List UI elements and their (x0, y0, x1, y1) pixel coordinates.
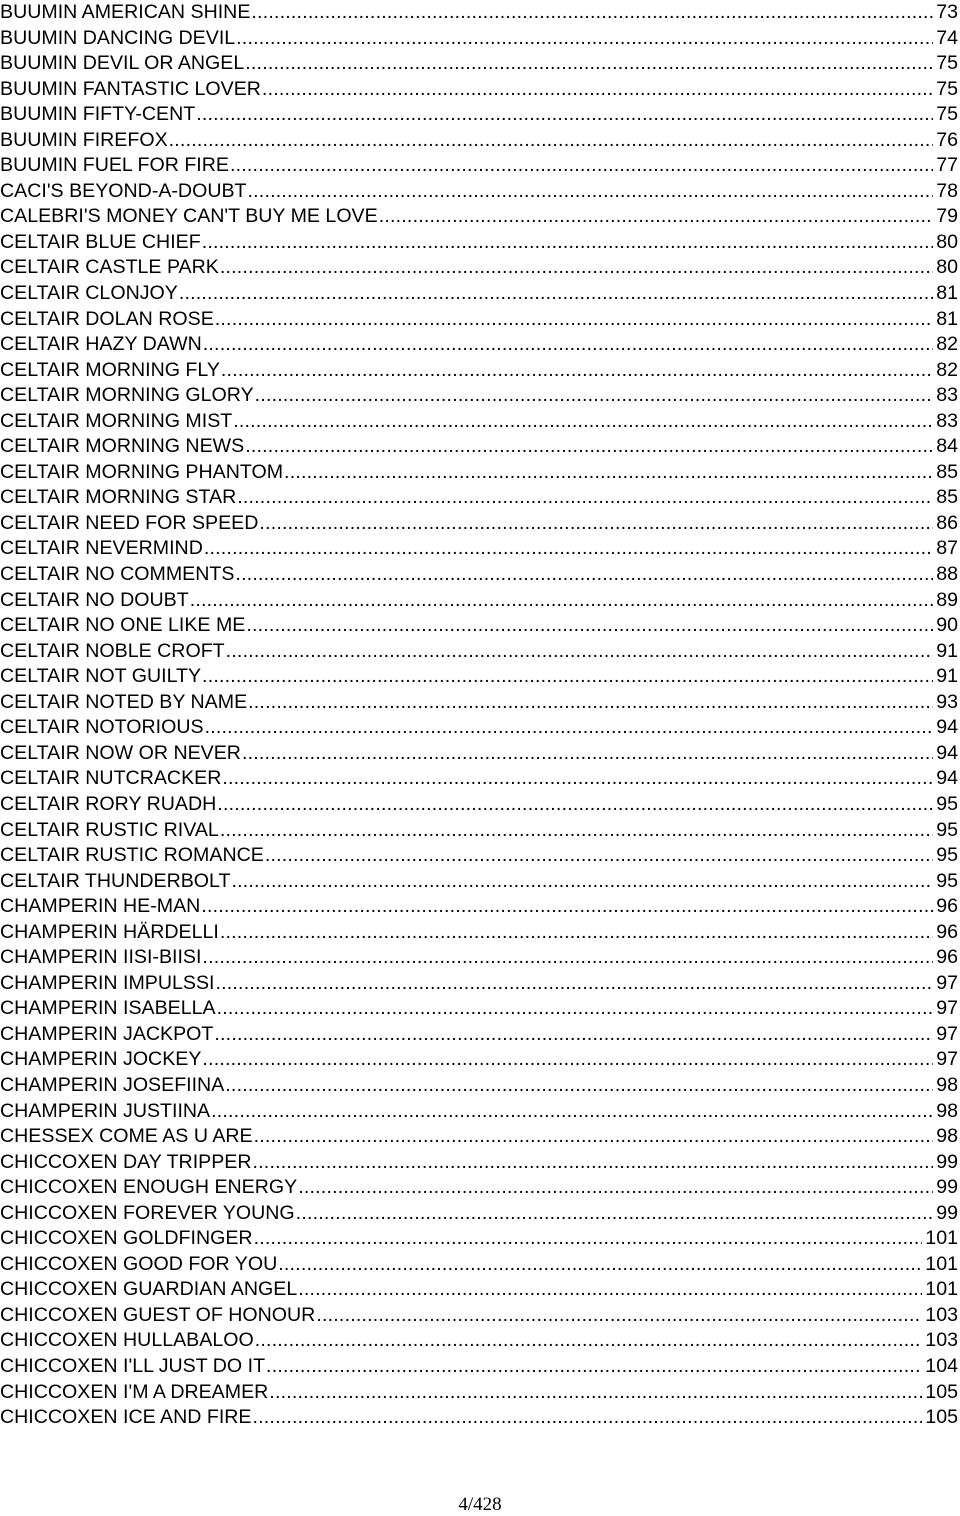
toc-entry[interactable] (0, 843, 958, 869)
toc-entry[interactable] (0, 1277, 958, 1303)
toc-entry-title: CHICCOXEN I'M A DREAMER (0, 1380, 269, 1403)
toc-entry-title: CELTAIR CLONJOY (0, 282, 178, 305)
toc-entry-title: CELTAIR MORNING STAR (0, 486, 237, 509)
toc-entry[interactable] (0, 639, 958, 665)
toc-entry-title: BUUMIN DEVIL OR ANGEL (0, 52, 245, 75)
toc-entry[interactable] (0, 562, 958, 588)
dot-leader (196, 102, 933, 128)
toc-entry-title: CELTAIR NEED FOR SPEED (0, 511, 259, 534)
toc-entry-page: 80 (936, 230, 958, 253)
dot-leader (253, 1150, 934, 1176)
toc-entry[interactable] (0, 996, 958, 1022)
toc-entry[interactable] (0, 204, 958, 230)
toc-entry-page: 75 (936, 77, 958, 100)
toc-entry-page: 104 (925, 1354, 958, 1377)
dot-leader (254, 1226, 923, 1252)
toc-entry[interactable] (0, 255, 958, 281)
dot-leader (221, 358, 933, 384)
dot-leader (220, 818, 933, 844)
toc-entry[interactable] (0, 307, 958, 333)
toc-entry[interactable] (0, 1175, 958, 1201)
toc-entry-page: 95 (936, 869, 958, 892)
dot-leader (296, 1201, 934, 1227)
toc-entry[interactable] (0, 536, 958, 562)
toc-entry-title: CHAMPERIN HE-MAN (0, 895, 201, 918)
toc-entry-title: BUUMIN AMERICAN SHINE (0, 1, 251, 23)
toc-entry[interactable] (0, 1252, 958, 1278)
toc-entry-title: CHAMPERIN ISABELLA (0, 997, 216, 1020)
toc-entry[interactable] (0, 588, 958, 614)
dot-leader (215, 307, 933, 333)
toc-entry-page: 99 (936, 1150, 958, 1173)
toc-entry-title: CHAMPERIN JUSTIINA (0, 1099, 211, 1122)
toc-entry-title: CELTAIR RUSTIC RIVAL (0, 818, 219, 841)
toc-entry-title: BUUMIN FIREFOX (0, 128, 168, 151)
toc-entry-page: 76 (936, 128, 958, 151)
toc-entry[interactable] (0, 613, 958, 639)
toc-entry[interactable] (0, 358, 958, 384)
dot-leader (245, 51, 933, 77)
toc-entry-page: 103 (925, 1329, 958, 1352)
toc-entry-title: CELTAIR NO ONE LIKE ME (0, 614, 246, 637)
dot-leader (269, 1380, 922, 1406)
toc-entry-page: 97 (936, 1022, 958, 1045)
toc-entry-page: 97 (936, 997, 958, 1020)
dot-leader (220, 920, 933, 946)
toc-entry[interactable] (0, 894, 958, 920)
dot-leader (316, 1303, 922, 1329)
toc-entry[interactable] (0, 153, 958, 179)
toc-entry-title: CELTAIR MORNING FLY (0, 358, 220, 381)
toc-entry-title: CHICCOXEN GUEST OF HONOUR (0, 1303, 316, 1326)
dot-leader (242, 741, 933, 767)
toc-entry-page: 96 (936, 946, 958, 969)
toc-entry-page: 98 (936, 1125, 958, 1148)
toc-entry-page: 75 (936, 52, 958, 75)
dot-leader (169, 128, 934, 154)
dot-leader (204, 536, 933, 562)
toc-entry-page: 96 (936, 895, 958, 918)
dot-leader (179, 281, 933, 307)
dot-leader (203, 332, 933, 358)
toc-entry-page: 103 (925, 1303, 958, 1326)
toc-entry-page: 91 (936, 665, 958, 688)
dot-leader (284, 460, 933, 486)
toc-entry-title: BUUMIN FANTASTIC LOVER (0, 77, 261, 100)
dot-leader (251, 0, 933, 26)
dot-leader (230, 153, 933, 179)
toc-entry-title: BUUMIN FUEL FOR FIRE (0, 154, 229, 177)
toc-entry[interactable] (0, 179, 958, 205)
dot-leader (248, 179, 934, 205)
page-number: 4/428 (458, 1494, 502, 1515)
toc-entry[interactable] (0, 920, 958, 946)
toc-entry-page: 97 (936, 1048, 958, 1071)
dot-leader (298, 1175, 933, 1201)
toc-entry-page: 95 (936, 792, 958, 815)
toc-entry-page: 75 (936, 103, 958, 126)
toc-entry-page: 86 (936, 511, 958, 534)
toc-entry-title: CALEBRI'S MONEY CAN'T BUY ME LOVE (0, 205, 378, 228)
toc-entry-title: BUUMIN DANCING DEVIL (0, 26, 236, 49)
dot-leader (265, 843, 933, 869)
toc-entry-title: CELTAIR CASTLE PARK (0, 256, 219, 279)
toc-entry-title: CELTAIR MORNING GLORY (0, 384, 254, 407)
toc-entry-page: 98 (936, 1073, 958, 1096)
toc-entry-title: CHICCOXEN DAY TRIPPER (0, 1150, 252, 1173)
dot-leader (202, 945, 933, 971)
dot-leader (217, 792, 933, 818)
toc-entry[interactable] (0, 690, 958, 716)
toc-entry-title: CHICCOXEN FOREVER YOUNG (0, 1201, 295, 1224)
toc-entry-title: CHAMPERIN IISI-BIISI (0, 946, 202, 969)
dot-leader (245, 434, 933, 460)
toc-entry-page: 82 (936, 333, 958, 356)
toc-entry-page: 83 (936, 384, 958, 407)
toc-entry-title: CELTAIR BLUE CHIEF (0, 230, 201, 253)
dot-leader (190, 588, 934, 614)
dot-leader (278, 1252, 922, 1278)
toc-entry[interactable] (0, 332, 958, 358)
toc-entry-title: CHAMPERIN JOSEFIINA (0, 1073, 225, 1096)
toc-entry[interactable] (0, 818, 958, 844)
toc-entry[interactable] (0, 511, 958, 537)
dot-leader (235, 562, 933, 588)
toc-entry[interactable] (0, 460, 958, 486)
toc-entry-page: 74 (936, 26, 958, 49)
dot-leader (253, 1405, 923, 1431)
toc-entry[interactable] (0, 664, 958, 690)
toc-entry[interactable] (0, 766, 958, 792)
toc-entry-title: CHAMPERIN IMPULSSI (0, 971, 215, 994)
toc-entry-title: CELTAIR RORY RUADH (0, 792, 217, 815)
toc-entry-page: 91 (936, 639, 958, 662)
dot-leader (226, 639, 934, 665)
toc-entry[interactable] (0, 1201, 958, 1227)
toc-entry-page: 105 (925, 1380, 958, 1403)
toc-entry[interactable] (0, 230, 958, 256)
toc-entry[interactable] (0, 1354, 958, 1380)
toc-entry-page: 99 (936, 1201, 958, 1224)
toc-entry-page: 101 (925, 1278, 958, 1301)
toc-entry-page: 83 (936, 409, 958, 432)
dot-leader (202, 230, 934, 256)
dot-leader (259, 511, 933, 537)
toc-entry[interactable] (0, 1328, 958, 1354)
toc-entry-page: 77 (936, 154, 958, 177)
toc-entry[interactable] (0, 77, 958, 103)
toc-entry[interactable] (0, 1099, 958, 1125)
toc-entry-title: CHAMPERIN HÄRDELLI (0, 920, 219, 943)
toc-entry-title: CHICCOXEN GOLDFINGER (0, 1227, 253, 1250)
toc-entry[interactable] (0, 1303, 958, 1329)
toc-entry[interactable] (0, 1405, 958, 1431)
toc-entry-page: 84 (936, 435, 958, 458)
dot-leader (214, 1022, 933, 1048)
dot-leader (220, 255, 933, 281)
toc-entry-page: 97 (936, 971, 958, 994)
toc-entry-title: CHESSEX COME AS U ARE (0, 1125, 253, 1148)
toc-entry-title: CELTAIR NOTED BY NAME (0, 690, 248, 713)
toc-entry-page: 94 (936, 767, 958, 790)
toc-entry[interactable] (0, 1047, 958, 1073)
dot-leader (255, 383, 934, 409)
toc-entry-title: CELTAIR HAZY DAWN (0, 333, 202, 356)
dot-leader (298, 1277, 922, 1303)
toc-entry-page: 99 (936, 1176, 958, 1199)
toc-entry[interactable] (0, 409, 958, 435)
dot-leader (222, 766, 933, 792)
dot-leader (215, 971, 933, 997)
toc-entry-page: 85 (936, 460, 958, 483)
toc-entry-title: CELTAIR NO COMMENTS (0, 563, 235, 586)
toc-entry-page: 80 (936, 256, 958, 279)
toc-entry-title: CELTAIR MORNING NEWS (0, 435, 245, 458)
dot-leader (231, 869, 933, 895)
toc-entry-title: CELTAIR NOTORIOUS (0, 716, 204, 739)
toc-entry-page: 79 (936, 205, 958, 228)
toc-entry-page: 105 (925, 1406, 958, 1429)
toc-entry[interactable] (0, 971, 958, 997)
toc-entry-title: CELTAIR RUSTIC ROMANCE (0, 844, 264, 867)
dot-leader (201, 894, 933, 920)
toc-entry-page: 98 (936, 1099, 958, 1122)
toc-entry-page: 73 (936, 1, 958, 23)
toc-entry-title: CELTAIR NOBLE CROFT (0, 639, 225, 662)
toc-entry-page: 90 (936, 614, 958, 637)
toc-entry-title: CELTAIR NOW OR NEVER (0, 741, 241, 764)
toc-entry-page: 87 (936, 537, 958, 560)
toc-entry-page: 94 (936, 716, 958, 739)
dot-leader (217, 996, 934, 1022)
toc-entry[interactable] (0, 945, 958, 971)
toc-entry[interactable] (0, 1226, 958, 1252)
toc-entry-title: CHICCOXEN I'LL JUST DO IT (0, 1354, 266, 1377)
toc-entry[interactable] (0, 715, 958, 741)
toc-entry-title: CELTAIR MORNING MIST (0, 409, 233, 432)
toc-entry-page: 94 (936, 741, 958, 764)
toc-entry-title: CACI'S BEYOND-A-DOUBT (0, 179, 247, 202)
toc-entry-page: 78 (936, 179, 958, 202)
dot-leader (211, 1099, 933, 1125)
dot-leader (248, 690, 933, 716)
toc-entry[interactable] (0, 741, 958, 767)
dot-leader (266, 1354, 922, 1380)
toc-entry-page: 95 (936, 818, 958, 841)
toc-entry-title: CELTAIR THUNDERBOLT (0, 869, 231, 892)
toc-entry-title: CHAMPERIN JACKPOT (0, 1022, 214, 1045)
dot-leader (254, 1124, 934, 1150)
toc-entry-page: 89 (936, 588, 958, 611)
dot-leader (233, 409, 933, 435)
toc-entry[interactable] (0, 383, 958, 409)
toc-entry-title: BUUMIN FIFTY-CENT (0, 103, 196, 126)
dot-leader (202, 664, 933, 690)
toc-entry-page: 85 (936, 486, 958, 509)
toc-entry-title: CHICCOXEN GOOD FOR YOU (0, 1252, 278, 1275)
toc-entry-page: 81 (936, 307, 958, 330)
toc-entry[interactable] (0, 434, 958, 460)
toc-entry[interactable] (0, 26, 958, 52)
toc-entry-title: CELTAIR DOLAN ROSE (0, 307, 214, 330)
toc-entry-page: 88 (936, 563, 958, 586)
dot-leader (379, 204, 934, 230)
toc-entry-title: CELTAIR NO DOUBT (0, 588, 189, 611)
dot-leader (236, 26, 933, 52)
toc-entry[interactable] (0, 128, 958, 154)
toc-entry[interactable] (0, 0, 958, 26)
toc-entry[interactable] (0, 1150, 958, 1176)
toc-entry[interactable] (0, 792, 958, 818)
toc-entry-title: CHICCOXEN HULLABALOO (0, 1329, 254, 1352)
toc-entry-page: 93 (936, 690, 958, 713)
toc-entry-title: CHICCOXEN ICE AND FIRE (0, 1406, 252, 1429)
dot-leader (225, 1073, 933, 1099)
toc-entry[interactable] (0, 1124, 958, 1150)
toc-entry-page: 96 (936, 920, 958, 943)
toc-entry-title: CELTAIR NEVERMIND (0, 537, 203, 560)
toc-entry-page: 82 (936, 358, 958, 381)
toc-entry-title: CHICCOXEN ENOUGH ENERGY (0, 1176, 298, 1199)
toc-entry[interactable] (0, 869, 958, 895)
toc-entry-page: 81 (936, 282, 958, 305)
dot-leader (202, 1047, 933, 1073)
toc-entry[interactable] (0, 485, 958, 511)
toc-entry-page: 95 (936, 844, 958, 867)
toc-entry-title: CHICCOXEN GUARDIAN ANGEL (0, 1278, 298, 1301)
toc-entry[interactable] (0, 102, 958, 128)
dot-leader (262, 77, 933, 103)
toc-entry[interactable] (0, 51, 958, 77)
toc-entry-page: 101 (925, 1252, 958, 1275)
toc-entry[interactable] (0, 1073, 958, 1099)
dot-leader (255, 1328, 923, 1354)
toc-entry-title: CELTAIR MORNING PHANTOM (0, 460, 284, 483)
toc-entry[interactable] (0, 1022, 958, 1048)
toc-entry[interactable] (0, 1380, 958, 1406)
toc-entry-title: CELTAIR NUTCRACKER (0, 767, 222, 790)
toc-entry-title: CHAMPERIN JOCKEY (0, 1048, 202, 1071)
toc-entry-page: 101 (925, 1227, 958, 1250)
dot-leader (246, 613, 933, 639)
toc-entry-title: CELTAIR NOT GUILTY (0, 665, 202, 688)
dot-leader (237, 485, 933, 511)
dot-leader (205, 715, 934, 741)
toc-entry[interactable] (0, 281, 958, 307)
